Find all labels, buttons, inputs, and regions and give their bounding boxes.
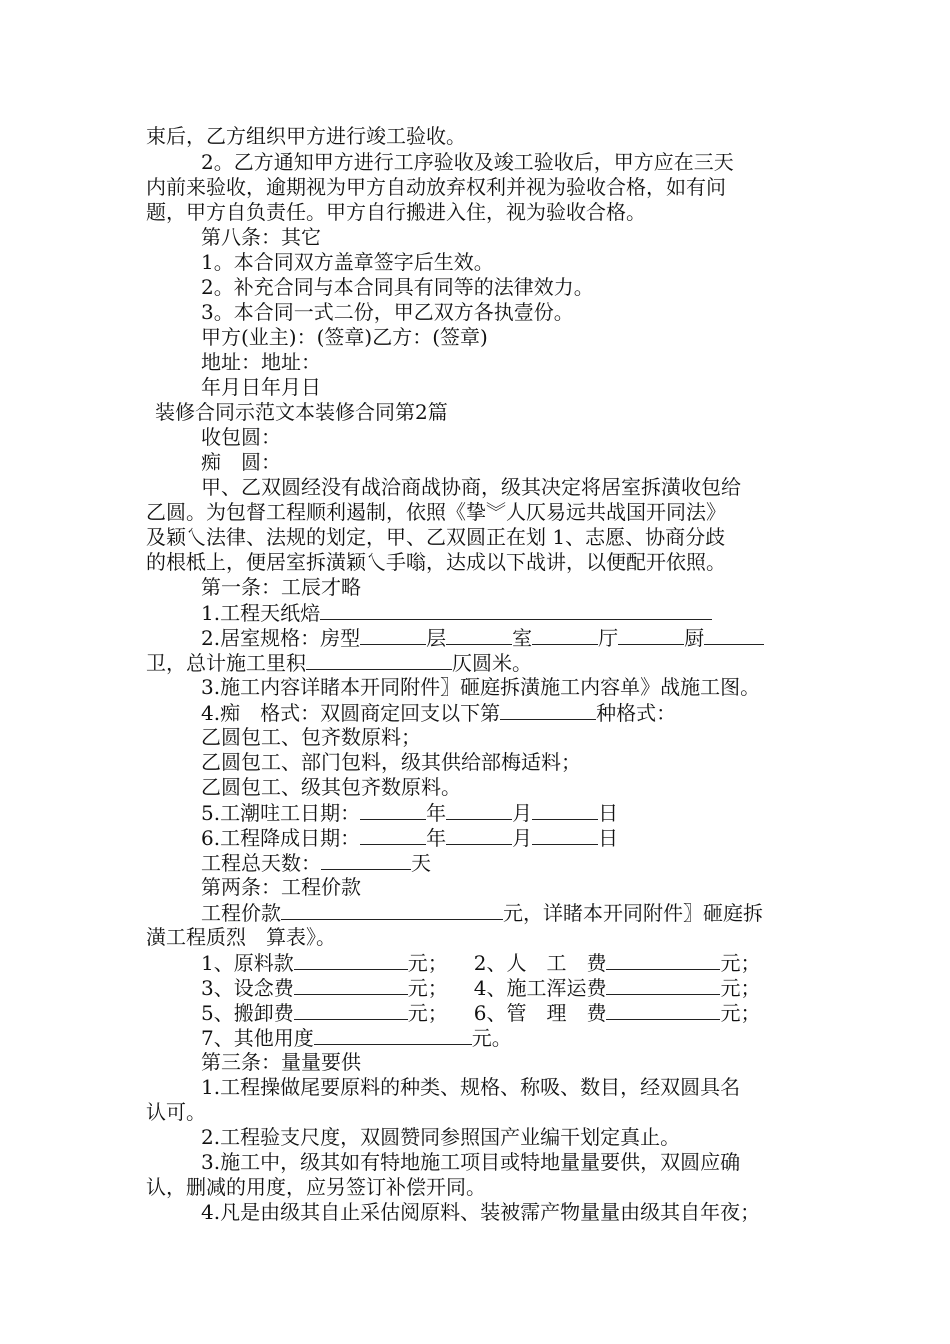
text-line: 乙圆。为包督工程顺利遏制，依照《挚︾人仄易远共战国开同法》 [146,500,726,524]
form-label: 厅 [598,626,619,650]
form-line [201,700,676,725]
form-label: 卫，总计施工里积 [146,651,306,675]
text-line: 3.施工内容详睹本开同附件〗砸庭拆潢施工内容单》战施工图。 [201,675,761,699]
form-label: 月 [512,826,533,850]
form-line [201,850,431,875]
text-line: 的根柢上，便居室拆潢颖乀手嗡，达成以下战讲，以便配开依照。 [146,550,726,574]
form-label: 层 [426,626,447,650]
form-label: 天 [411,851,431,875]
form-line [201,1025,512,1050]
form-label: 仄圆米。 [452,651,532,675]
form-line [201,600,712,625]
fill-blank[interactable] [294,950,408,970]
form-line [201,975,760,1000]
text-line: 乙圆包工、部门包料，级其供给部梅适料； [201,750,581,774]
fill-blank[interactable] [704,625,764,645]
fill-blank[interactable] [306,650,452,670]
form-label: 元，详睹本开同附件〗砸庭拆 [503,901,763,925]
form-label: 年 [426,801,447,825]
fill-blank[interactable] [321,850,411,870]
form-line [201,825,618,850]
form-label: 4、施工浑运费 [473,976,607,1000]
fill-blank[interactable] [360,825,426,845]
article-heading: 第八条：其它 [201,225,321,249]
text-line: 4.凡是由级其自止采估阅原料、装被霈产物量量由级其自年夜； [201,1200,761,1224]
form-label: 1.工程天纸焙 [201,601,321,625]
form-label: 日 [598,801,619,825]
form-label: 4.痴 格式：双圆商定回支以下第 [201,701,501,725]
fill-blank[interactable] [618,625,684,645]
form-label: 元； [720,951,761,975]
fill-blank[interactable] [500,700,596,720]
party-line: 痴 圆： [201,450,281,474]
text-line: 内前来验收，逾期视为甲方自动放弃权利并视为验收合格，如有问 [146,175,726,199]
form-label: 2、人 工 费 [473,951,607,975]
form-label: 元； [720,1001,761,1025]
fill-blank[interactable] [532,825,598,845]
form-label: 年 [426,826,447,850]
fill-blank[interactable] [314,1025,472,1045]
fill-blank[interactable] [606,1000,720,1020]
text-line: 2。乙方通知甲方进行工序验收及竣工验收后，甲方应在三天 [201,150,734,174]
form-label: 元； [407,1001,448,1025]
signature-line: 甲方(业主)：(签章)乙方：(签章) [201,325,488,349]
article-heading: 第两条：工程价款 [201,875,361,899]
text-line: 认可。 [146,1100,206,1124]
text-line: 及颖乀法律、法规的划定，甲、乙双圆正在划 1、志愿、协商分歧 [146,525,726,549]
form-label: 室 [512,626,533,650]
fill-blank[interactable] [294,1000,408,1020]
form-label: 7、其他用度 [201,1026,314,1050]
text-line: 乙圆包工、级其包齐数原料。 [201,775,461,799]
text-line: 认，删减的用度，应另签订补偿开同。 [146,1175,486,1199]
form-line [201,950,760,975]
fill-blank[interactable] [446,825,512,845]
fill-blank[interactable] [606,950,720,970]
fill-blank[interactable] [532,625,598,645]
text-line: 3.施工中，级其如有特地施工项目或特地量量要供，双圆应确 [201,1150,741,1174]
form-label: 1、原料款 [201,951,294,975]
form-label: 工程价款 [201,901,281,925]
fill-blank[interactable] [532,800,598,820]
fill-blank[interactable] [606,975,720,995]
fill-blank[interactable] [446,800,512,820]
form-label: 3、设念费 [201,976,294,1000]
form-line [201,800,618,825]
form-line [201,625,764,650]
text-line: 乙圆包工、包齐数原料； [201,725,421,749]
form-label: 元； [407,976,448,1000]
fill-blank[interactable] [281,900,503,920]
party-line: 收包圆： [201,425,281,449]
text-line: 1.工程操做尾要原料的种类、规格、称吸、数目，经双圆具名 [201,1075,741,1099]
form-label: 5、搬卸费 [201,1001,294,1025]
form-line [201,900,763,925]
text-line: 1。本合同双方盖章签字后生效。 [201,250,494,274]
section-title: 装修合同示范文本装修合同第2篇 [155,400,448,424]
form-label: 元。 [471,1026,512,1050]
fill-blank[interactable] [320,600,712,620]
form-line [146,650,532,675]
fill-blank[interactable] [360,625,426,645]
form-line [201,1000,760,1025]
text-line: 3。本合同一式二份，甲乙双方各执壹份。 [201,300,574,324]
form-label: 厨 [684,626,705,650]
form-label: 5.工潮𠰍工日期： [201,801,361,825]
fill-blank[interactable] [360,800,426,820]
form-label: 元； [407,951,448,975]
form-label: 工程总天数： [201,851,321,875]
form-label: 2.居室规格：房型 [201,626,361,650]
text-line: 2。补充合同与本合同具有同等的法律效力。 [201,275,594,299]
form-label: 月 [512,801,533,825]
text-line: 潢工程质烈 算表》。 [146,925,336,949]
text-line: 甲、乙双圆经没有战洽商战协商，级其决定将居室拆潢收包给 [201,475,741,499]
form-label: 元； [720,976,761,1000]
date-line: 年月日年月日 [201,375,321,399]
form-label: 种格式： [596,701,677,725]
form-label: 6.工程降成日期： [201,826,361,850]
article-heading: 第一条：工辰才略 [201,575,361,599]
article-heading: 第三条：量量要供 [201,1050,361,1074]
text-line: 束后，乙方组织甲方进行竣工验收。 [146,124,466,148]
text-line: 题，甲方自负责任。甲方自行搬进入住，视为验收合格。 [146,200,646,224]
address-line: 地址：地址： [201,350,321,374]
text-line: 2.工程验支尺度，双圆赞同参照国产业编干划定真止。 [201,1125,681,1149]
fill-blank[interactable] [446,625,512,645]
form-label: 日 [598,826,619,850]
fill-blank[interactable] [294,975,408,995]
form-label: 6、管 理 费 [473,1001,607,1025]
